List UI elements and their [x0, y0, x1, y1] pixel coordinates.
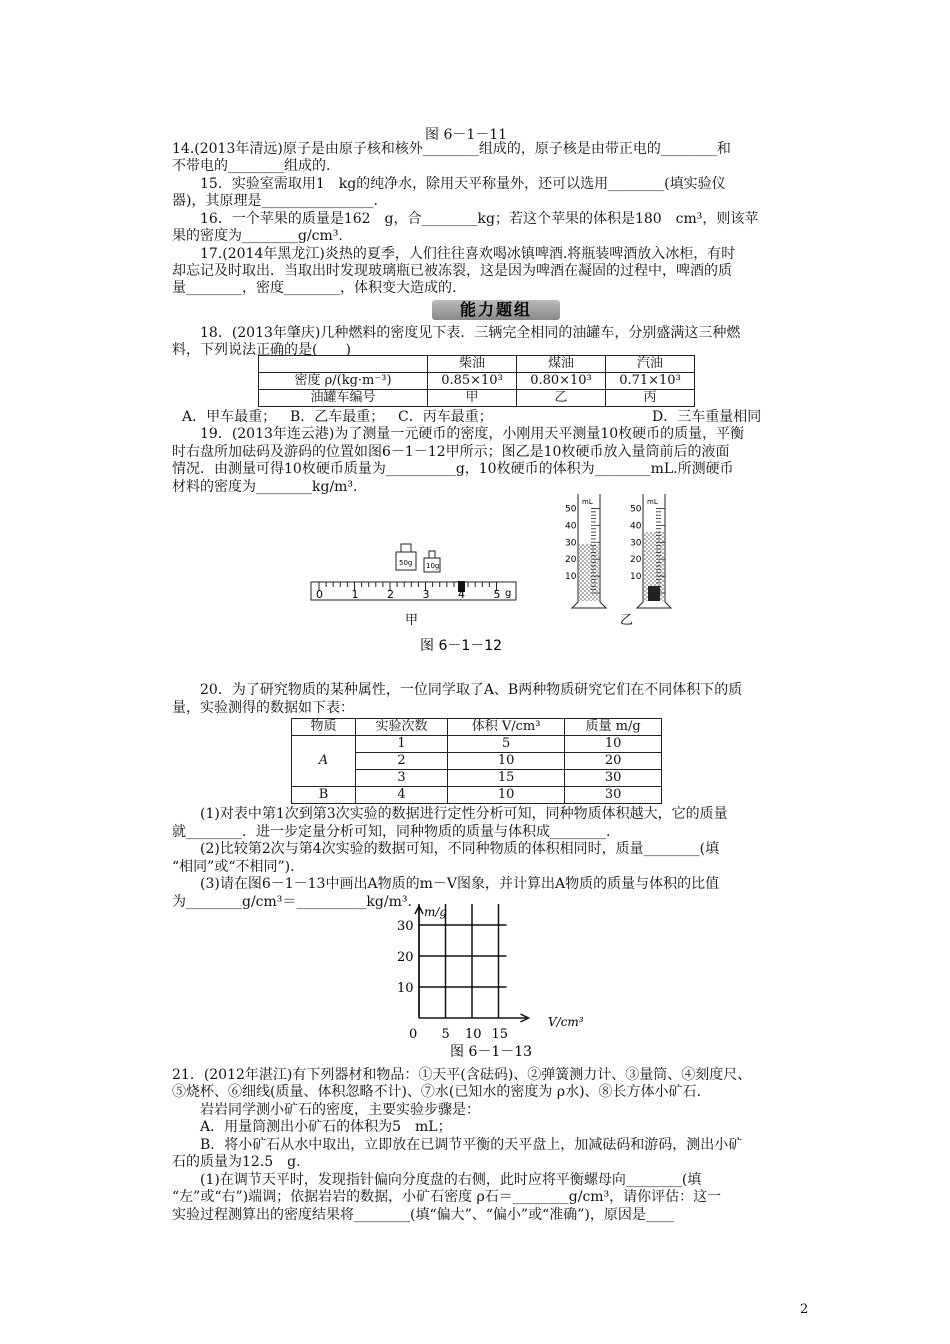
table-cell: 5 [448, 736, 565, 753]
x-tick-label: 15 [491, 1027, 509, 1042]
table-cell: B [292, 787, 356, 804]
label-yi: 乙 [620, 613, 634, 628]
table-row [259, 390, 695, 407]
v-axis-label: V/cm³ [548, 1015, 584, 1029]
table-cell: 2 [356, 753, 448, 770]
ruler-tick-label: 1 [351, 588, 359, 601]
cylinder-tick-label: 50 [565, 504, 577, 515]
table-row [292, 787, 662, 804]
figure-caption-6-1-12: 图 6－1－12 [420, 638, 503, 654]
cylinder-tick-label: 20 [630, 555, 642, 566]
figure-6-1-13 [0, 900, 950, 1060]
table-cell: 10 [448, 787, 565, 804]
table-cell: A [292, 736, 356, 787]
fuel-density-table [258, 355, 695, 407]
cylinder-tick-label: 50 [630, 504, 642, 515]
table-cell: 1 [356, 736, 448, 753]
balance-ruler [311, 581, 516, 601]
weight-50g-label: 50g [399, 559, 413, 567]
table-cell: 30 [565, 770, 662, 787]
table-cell: 10 [565, 736, 662, 753]
m-axis-label: m/g [424, 905, 448, 919]
ruler-tick-label: 4 [458, 588, 465, 601]
table-cell: 甲 [428, 390, 517, 407]
cylinder-after [630, 494, 671, 608]
table-cell: 10 [448, 753, 565, 770]
y-tick-label: 30 [397, 919, 414, 934]
ruler-unit: g [505, 588, 512, 599]
cyl-unit: mL [647, 498, 658, 506]
table-cell: 体积 V/cm³ [448, 719, 565, 736]
x-tick-label: 5 [441, 1027, 450, 1042]
cyl-unit: mL [582, 498, 593, 506]
table-cell: 煤油 [517, 356, 606, 373]
table-cell: 密度 ρ/(kg·m⁻³) [259, 373, 428, 390]
weight-10g [424, 551, 440, 572]
label-jia: 甲 [405, 613, 419, 628]
ruler-tick-label: 3 [422, 588, 430, 601]
matter-data-table [291, 718, 662, 804]
table-cell: 4 [356, 787, 448, 804]
table-cell: 实验次数 [356, 719, 448, 736]
table-cell: 30 [565, 787, 662, 804]
table-cell: 汽油 [606, 356, 695, 373]
figure-caption-6-1-13: 图 6－1－13 [450, 1044, 533, 1060]
y-tick-label: 20 [397, 950, 414, 965]
table-cell: 20 [565, 753, 662, 770]
table-cell: 油罐车编号 [259, 390, 428, 407]
table-cell: 质量 m/g [565, 719, 662, 736]
table-cell [259, 356, 428, 373]
table-row [259, 356, 695, 373]
ruler-tick-label: 2 [387, 588, 394, 601]
cylinder-tick-label: 30 [565, 538, 577, 549]
table-cell: 0.71×10³ [606, 373, 695, 390]
y-tick-label: 10 [397, 981, 414, 996]
cylinder-tick-label: 30 [630, 538, 642, 549]
ruler-tick-label: 0 [316, 588, 323, 601]
figure-caption-6-1-11: 图 6－1－11 [425, 127, 508, 143]
cylinder-tick-label: 40 [565, 521, 577, 532]
figure-6-1-12 [0, 490, 950, 670]
coins [648, 586, 660, 601]
table-cell: 15 [448, 770, 565, 787]
table-cell: 物质 [292, 719, 356, 736]
x-tick-label: 10 [465, 1027, 482, 1042]
table-cell: 丙 [606, 390, 695, 407]
cylinder-before [565, 494, 606, 608]
table-cell: 柴油 [428, 356, 517, 373]
table-row [292, 736, 662, 753]
weight-50g [396, 544, 416, 570]
x-tick-label: 0 [409, 1027, 418, 1042]
table-cell: 乙 [517, 390, 606, 407]
cylinder-tick-label: 20 [565, 555, 577, 566]
ruler-tick-label: 5 [493, 588, 501, 601]
cylinder-tick-label: 10 [565, 572, 577, 583]
cylinder-tick-label: 40 [630, 521, 642, 532]
cylinder-tick-label: 10 [630, 572, 642, 583]
table-row [259, 373, 695, 390]
table-cell: 0.80×10³ [517, 373, 606, 390]
page-number: 2 [800, 1302, 809, 1317]
section-banner: 能力题组 [432, 300, 560, 320]
table-cell: 3 [356, 770, 448, 787]
table-cell: 0.85×10³ [428, 373, 517, 390]
weight-10g-label: 10g [426, 562, 440, 570]
table-row [292, 719, 662, 736]
